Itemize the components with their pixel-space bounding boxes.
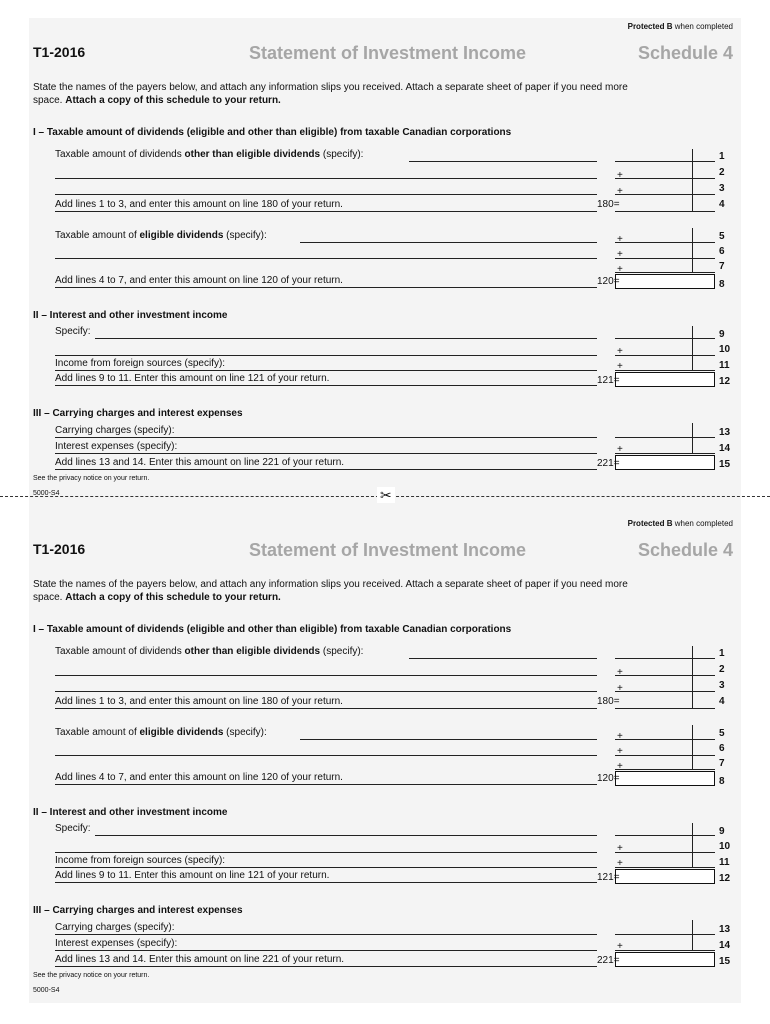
amount-field-1[interactable]: [615, 658, 715, 659]
line-10-specify-field[interactable]: [55, 852, 597, 853]
scissors-icon: ✂: [377, 487, 395, 503]
amount-field-7[interactable]: [615, 272, 715, 273]
sum-line-4-underline: [55, 211, 597, 212]
amount-field-7[interactable]: [615, 769, 715, 770]
line-number: 10: [719, 841, 731, 852]
sum-line-15-label: Add lines 13 and 14. Enter this amount on line 221 of your return.: [55, 457, 345, 468]
line-code-221: 221=: [597, 955, 620, 966]
plus-sign: +: [617, 731, 623, 742]
line-2-specify-field[interactable]: [55, 675, 597, 676]
carrying-charges-label: Carrying charges (specify):: [55, 922, 175, 933]
intro-text: State the names of the payers below, and attach any information slips you received. Attach a separate sheet of paper if you need more space. Attach a copy of this schedule to your return.: [33, 82, 628, 106]
amount-box-15[interactable]: [615, 455, 715, 470]
line-number: 11: [719, 360, 730, 371]
plus-sign: +: [617, 361, 623, 372]
line-number: 11: [719, 857, 730, 868]
line-3-specify-field[interactable]: [55, 194, 597, 195]
carrying-charges-field[interactable]: [55, 934, 597, 935]
sum-line-4-label: Add lines 1 to 3, and enter this amount on line 180 of your return.: [55, 199, 343, 210]
line-code-121: 121=: [597, 872, 620, 883]
line-9-specify-field[interactable]: [95, 338, 597, 339]
interest-expenses-field[interactable]: [55, 950, 597, 951]
sum-line-8-label: Add lines 4 to 7, and enter this amount on line 120 of your return.: [55, 772, 343, 783]
line-number: 9: [719, 826, 725, 837]
section-2-heading: II – Interest and other investment income: [33, 310, 228, 321]
plus-sign: +: [617, 683, 623, 694]
section-3-heading: III – Carrying charges and interest expenses: [33, 905, 243, 916]
cents-divider: [692, 228, 693, 272]
amount-field-13[interactable]: [615, 437, 715, 438]
line-number: 3: [719, 183, 725, 194]
interest-expenses-label: Interest expenses (specify):: [55, 938, 178, 949]
amount-field-13[interactable]: [615, 934, 715, 935]
line-number: 7: [719, 758, 725, 769]
amount-field-2[interactable]: [615, 675, 715, 676]
form-copy-bottom: [29, 515, 741, 1005]
line-number: 5: [719, 728, 725, 739]
amount-field-4[interactable]: [615, 211, 715, 212]
sum-line-12-label: Add lines 9 to 11. Enter this amount on line 121 of your return.: [55, 870, 330, 881]
cents-divider: [692, 646, 693, 708]
sum-line-12-underline: [55, 385, 597, 386]
form-copy-top: [29, 18, 741, 508]
form-id: T1-2016: [33, 44, 86, 60]
line-number: 12: [719, 873, 731, 884]
specify-label: Specify:: [55, 823, 91, 834]
line-number: 1: [719, 151, 725, 162]
line-number: 15: [719, 956, 731, 967]
carrying-charges-label: Carrying charges (specify):: [55, 425, 175, 436]
cents-divider: [692, 823, 693, 867]
plus-sign: +: [617, 234, 623, 245]
privacy-notice: See the privacy notice on your return.: [33, 972, 150, 979]
amount-field-3[interactable]: [615, 691, 715, 692]
line-number: 14: [719, 443, 731, 454]
plus-sign: +: [617, 264, 623, 275]
foreign-income-field[interactable]: [55, 867, 597, 868]
form-title: Statement of Investment Income: [249, 540, 527, 560]
line-1-label: Taxable amount of dividends other than eligible dividends (specify):: [55, 646, 364, 657]
amount-field-9[interactable]: [615, 338, 715, 339]
line-5-label: Taxable amount of eligible dividends (specify):: [55, 727, 267, 738]
sum-line-15-underline: [55, 469, 597, 470]
amount-field-9[interactable]: [615, 835, 715, 836]
line-code-180: 180=: [597, 696, 620, 707]
line-2-specify-field[interactable]: [55, 178, 597, 179]
interest-expenses-label: Interest expenses (specify):: [55, 441, 178, 452]
amount-field-11[interactable]: [615, 867, 715, 868]
plus-sign: +: [617, 843, 623, 854]
section-1-heading: I – Taxable amount of dividends (eligible and other than eligible) from taxable Canadian corporations: [33, 127, 512, 138]
form-code: 5000-S4: [33, 987, 60, 994]
line-5-specify-field[interactable]: [300, 739, 597, 740]
amount-box-15[interactable]: [615, 952, 715, 967]
plus-sign: +: [617, 170, 623, 181]
line-number: 5: [719, 231, 725, 242]
amount-field-5[interactable]: [615, 739, 715, 740]
line-1-specify-field[interactable]: [409, 161, 597, 162]
amount-field-10[interactable]: [615, 355, 715, 356]
cents-divider: [692, 920, 693, 950]
line-6-specify-field[interactable]: [55, 258, 597, 259]
amount-box-8[interactable]: [615, 274, 715, 289]
sum-line-4-label: Add lines 1 to 3, and enter this amount on line 180 of your return.: [55, 696, 343, 707]
line-10-specify-field[interactable]: [55, 355, 597, 356]
line-number: 9: [719, 329, 725, 340]
line-number: 15: [719, 459, 731, 470]
line-code-121: 121=: [597, 375, 620, 386]
plus-sign: +: [617, 941, 623, 952]
line-code-221: 221=: [597, 458, 620, 469]
line-number: 7: [719, 261, 725, 272]
line-code-120: 120=: [597, 276, 620, 287]
line-number: 6: [719, 246, 725, 257]
plus-sign: +: [617, 667, 623, 678]
amount-field-11[interactable]: [615, 370, 715, 371]
plus-sign: +: [617, 249, 623, 260]
sum-line-12-label: Add lines 9 to 11. Enter this amount on line 121 of your return.: [55, 373, 330, 384]
sum-line-8-underline: [55, 287, 597, 288]
specify-label: Specify:: [55, 326, 91, 337]
form-page: [29, 18, 741, 1003]
line-number: 8: [719, 776, 725, 787]
plus-sign: +: [617, 761, 623, 772]
sum-line-8-label: Add lines 4 to 7, and enter this amount on line 120 of your return.: [55, 275, 343, 286]
sum-line-4-underline: [55, 708, 597, 709]
amount-field-4[interactable]: [615, 708, 715, 709]
plus-sign: +: [617, 858, 623, 869]
line-code-180: 180=: [597, 199, 620, 210]
line-number: 1: [719, 648, 725, 659]
cents-divider: [692, 423, 693, 453]
cents-divider: [692, 326, 693, 370]
section-1-heading: I – Taxable amount of dividends (eligible and other than eligible) from taxable Canadian corporations: [33, 624, 512, 635]
form-title: Statement of Investment Income: [249, 43, 527, 63]
intro-text: State the names of the payers below, and attach any information slips you received. Attach a separate sheet of paper if you need more space. Attach a copy of this schedule to your return.: [33, 579, 628, 603]
line-number: 10: [719, 344, 731, 355]
amount-field-10[interactable]: [615, 852, 715, 853]
plus-sign: +: [617, 346, 623, 357]
line-5-specify-field[interactable]: [300, 242, 597, 243]
line-number: 13: [719, 427, 731, 438]
amount-field-14[interactable]: [615, 453, 715, 454]
sum-line-8-underline: [55, 784, 597, 785]
interest-expenses-field[interactable]: [55, 453, 597, 454]
plus-sign: +: [617, 444, 623, 455]
line-number: 8: [719, 279, 725, 290]
sum-line-12-underline: [55, 882, 597, 883]
form-id: T1-2016: [33, 541, 86, 557]
plus-sign: +: [617, 746, 623, 757]
schedule-label: Schedule 4: [637, 43, 733, 63]
amount-box-12[interactable]: [615, 372, 715, 387]
line-1-label: Taxable amount of dividends other than eligible dividends (specify):: [55, 149, 364, 160]
plus-sign: +: [617, 186, 623, 197]
amount-box-8[interactable]: [615, 771, 715, 786]
protected-b-label: Protected B when completed: [627, 519, 733, 528]
form-code: 5000-S4: [33, 490, 60, 497]
foreign-income-field[interactable]: [55, 370, 597, 371]
line-number: 2: [719, 664, 725, 675]
amount-field-6[interactable]: [615, 258, 715, 259]
line-number: 4: [719, 199, 725, 210]
line-number: 13: [719, 924, 731, 935]
amount-box-12[interactable]: [615, 869, 715, 884]
privacy-notice: See the privacy notice on your return.: [33, 475, 150, 482]
line-number: 14: [719, 940, 731, 951]
line-number: 4: [719, 696, 725, 707]
amount-field-1[interactable]: [615, 161, 715, 162]
line-number: 2: [719, 167, 725, 178]
section-2-heading: II – Interest and other investment income: [33, 807, 228, 818]
amount-field-3[interactable]: [615, 194, 715, 195]
schedule-label: Schedule 4: [637, 540, 733, 560]
protected-b-label: Protected B when completed: [627, 22, 733, 31]
foreign-income-label: Income from foreign sources (specify):: [55, 358, 226, 369]
line-9-specify-field[interactable]: [95, 835, 597, 836]
amount-field-6[interactable]: [615, 755, 715, 756]
line-number: 6: [719, 743, 725, 754]
amount-field-14[interactable]: [615, 950, 715, 951]
line-number: 12: [719, 376, 731, 387]
line-code-120: 120=: [597, 773, 620, 784]
cents-divider: [692, 725, 693, 769]
line-6-specify-field[interactable]: [55, 755, 597, 756]
sum-line-15-underline: [55, 966, 597, 967]
cents-divider: [692, 149, 693, 211]
line-5-label: Taxable amount of eligible dividends (specify):: [55, 230, 267, 241]
sum-line-15-label: Add lines 13 and 14. Enter this amount on line 221 of your return.: [55, 954, 345, 965]
carrying-charges-field[interactable]: [55, 437, 597, 438]
line-number: 3: [719, 680, 725, 691]
amount-field-5[interactable]: [615, 242, 715, 243]
line-3-specify-field[interactable]: [55, 691, 597, 692]
line-1-specify-field[interactable]: [409, 658, 597, 659]
section-3-heading: III – Carrying charges and interest expenses: [33, 408, 243, 419]
foreign-income-label: Income from foreign sources (specify):: [55, 855, 226, 866]
amount-field-2[interactable]: [615, 178, 715, 179]
